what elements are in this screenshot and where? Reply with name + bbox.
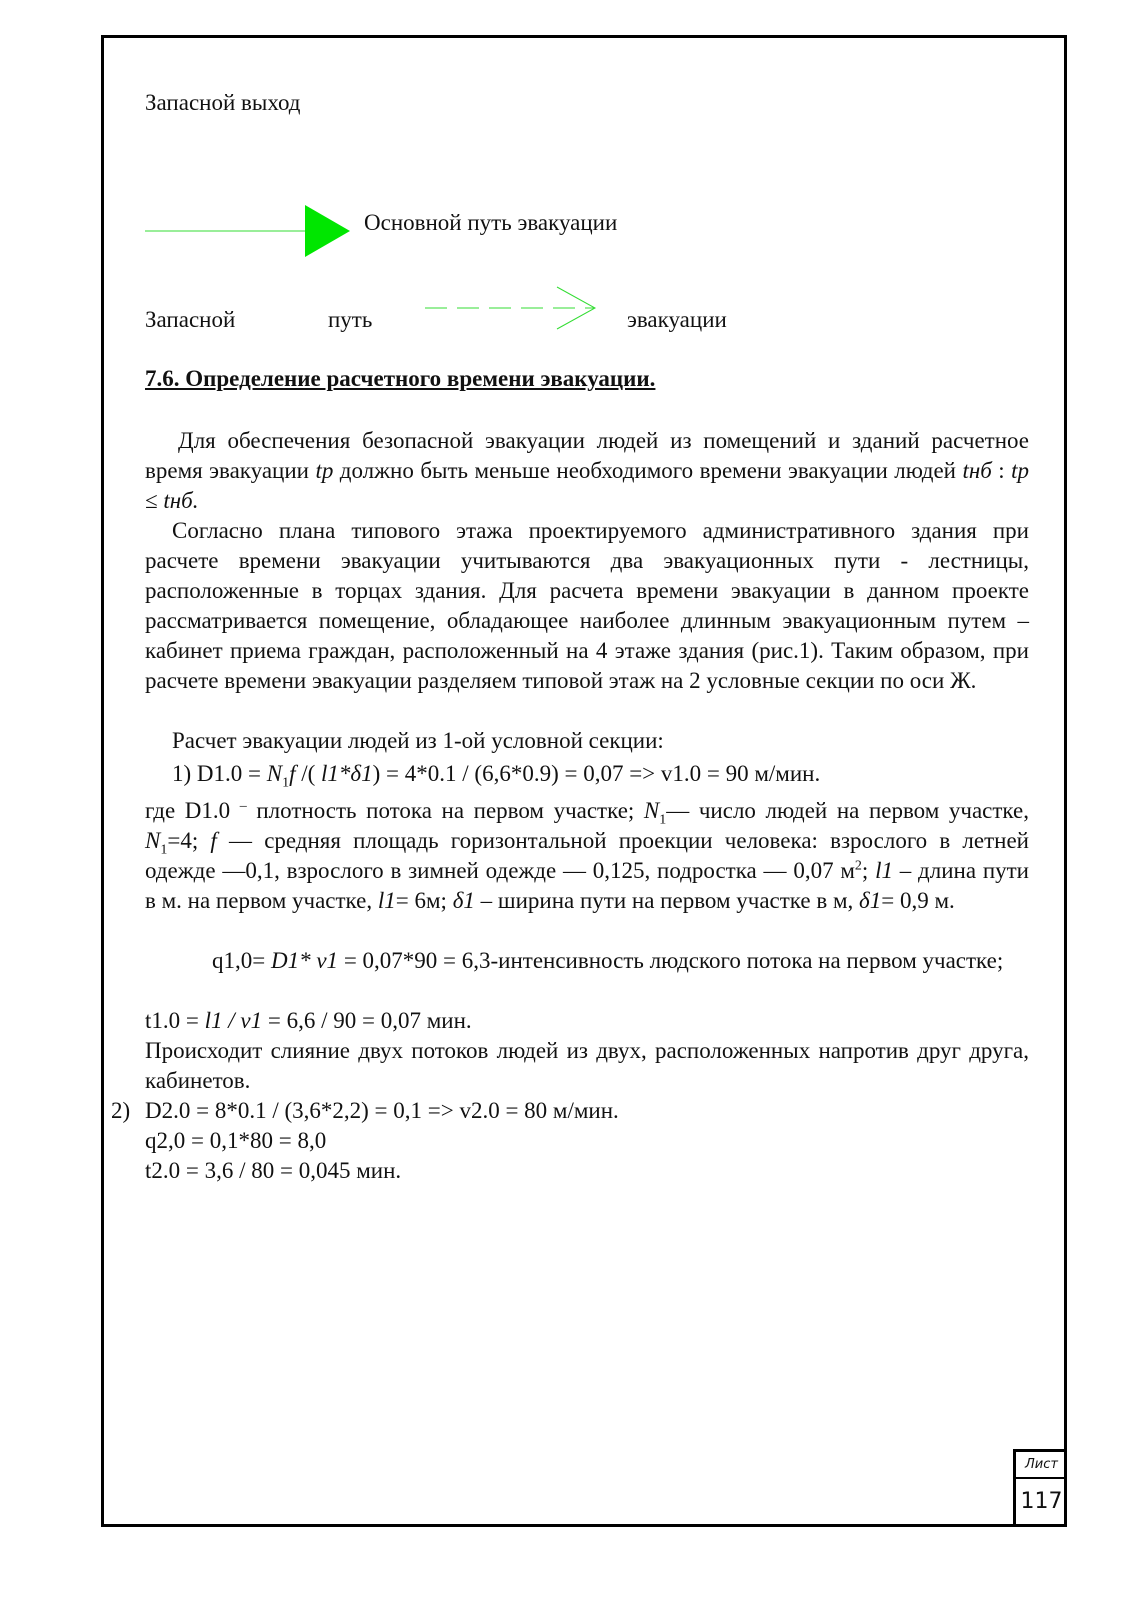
item-2-label: 2) [111,1098,131,1123]
paragraph-plan: Согласно плана типового этажа проектируемого административного здания при расчете времени эвакуации учитываются два эвакуационных пути - лестницы, расположенные в торцах здания. Для расчета времени эвакуации в данном проекте рассматривается помещение, обладающее наиболее длинным эвакуационным путем – кабинет приема граждан, расположенный на 4 этаже здания (рис.1). Таким образом, при расчете времени эвакуации разделяем типовой этаж на 2 условные секции по оси Ж. [145,518,1029,693]
reserve-path-arrow-icon [425,285,600,333]
section-title: 7.6. Определение расчетного времени эвакуации. [145,366,656,391]
legend-emergency-exit: Запасной выход [145,90,301,115]
formula-t2: t2.0 = 3,6 / 80 = 0,045 мин. [145,1158,402,1183]
legend-main-path: Основной путь эвакуации [364,210,618,235]
formula-q1: q1,0= D1* v1 = 0,07*90 = 6,3-интенсивность людского потока на первом участке; [212,948,1004,973]
paragraph-calc-intro: Расчет эвакуации людей из 1-ой условной секции: [172,728,664,753]
main-path-arrow-icon [145,203,355,261]
paragraph-merge: Происходит слияние двух потоков людей из двух, расположенных напротив друг друга, кабинетов. [145,1038,1029,1093]
formula-q2: q2,0 = 0,1*80 = 8,0 [145,1128,327,1153]
formula-d2: D2.0 = 8*0.1 / (3,6*2,2) = 0,1 => v2.0 = 80 м/мин. [145,1098,619,1123]
paragraph-definitions: где D1.0 – плотность потока на первом участке; $N_1—$ число людей на первом участке, $N_1=4$; f — средняя площадь горизонтальной проекции человека: взрослого в летней одежде —0,1, взрослого в зимней одежде — 0,125, подростка — 0,07 $м^2$; l1 – длина пути в м. на первом участке, l1= 6м; δ1 – ширина пути на первом участке в м, δ1= 0,9 м. [145,798,1029,913]
sheet-stamp [1013,1449,1067,1527]
formula-d1: 1) $D1.0 = N_1f$ /( l1*δ1) = 4*0.1 / (6,6*0.9) = 0,07 => v1.0 = 90 м/мин. [172,761,821,791]
formula-t1: t1.0 = l1 / v1 = 6,6 / 90 = 0,07 мин. [145,1008,472,1033]
legend-reserve-word3: эвакуации [627,307,727,332]
paragraph-intro: Для обеспечения безопасной эвакуации людей из помещений и зданий расчетное время эвакуации tр должно быть меньше необходимого времени эвакуации людей tнб : tр ≤ tнб. [145,428,1030,513]
page-number: 117 [1020,1489,1063,1514]
sheet-label: Лист [1016,1452,1067,1479]
legend-reserve-word1: Запасной [145,307,236,332]
legend-reserve-word2: путь [328,307,373,332]
